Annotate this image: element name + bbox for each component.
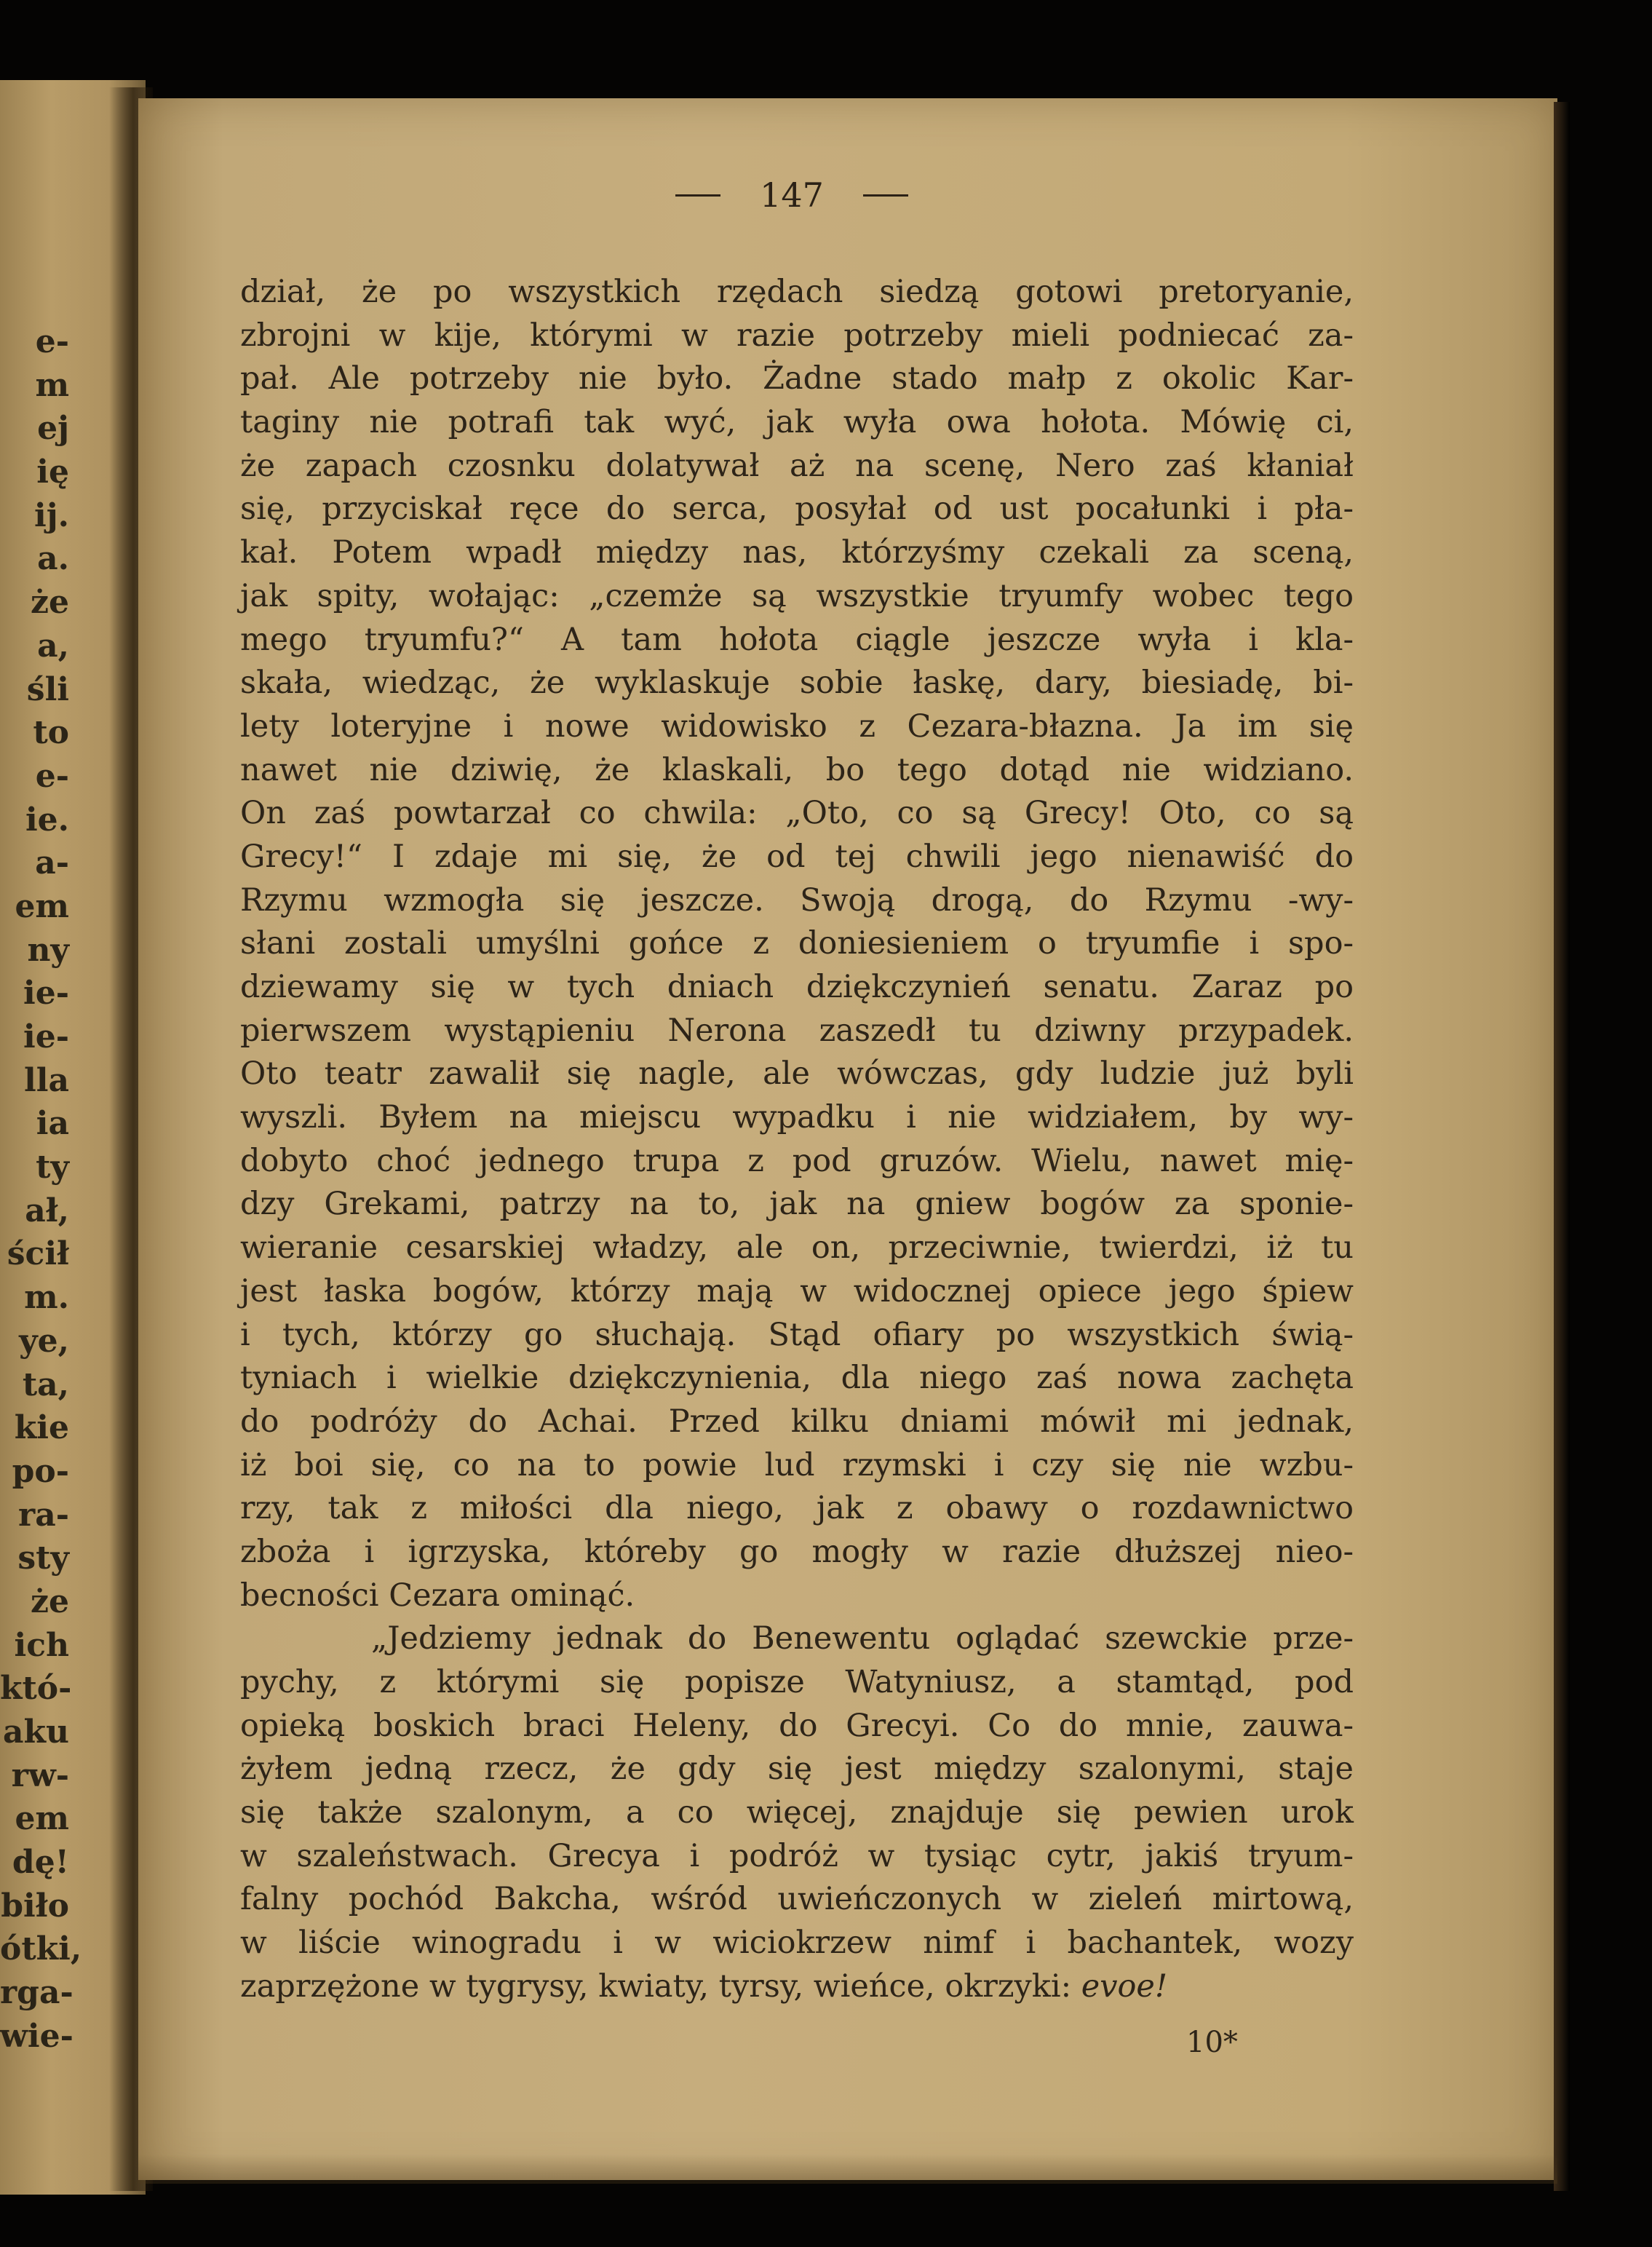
text-line: się, przyciskał ręce do serca, posyłał od ust pocałunki i pła- [240,491,1354,528]
text-line: dobyto choć jednego trupa z pod gruzów. Wielu, nawet mię- [240,1142,1354,1179]
previous-page-fragment: ię [36,453,69,491]
previous-page-fragment: po- [12,1452,69,1490]
page-right-edge [1554,102,1570,2191]
text-line: Grecy!“ I zdaje mi się, że od tej chwili jego nienawiść do [240,838,1354,875]
text-line: jak spity, wołając: „czemże są wszystkie tryumfy wobec tego [240,577,1354,614]
previous-page-fragment: biło [1,1887,69,1925]
previous-page-text-fragments [0,320,82,2058]
text-line: w liście winogradu i w wiciokrzew nimf i bachantek, wozy [240,1925,1354,1962]
text-line: rzy, tak z miłości dla niego, jak z obawy o rozdawnictwo [240,1490,1354,1527]
previous-page-fragment: sty [17,1539,69,1577]
text-line: pał. Ale potrzeby nie było. Żadne stado małp z okolic Kar- [240,360,1354,397]
previous-page-fragment: ich [14,1626,69,1664]
text-line: zboża i igrzyska, któreby go mogły w razie dłuższej nieo- [240,1533,1354,1570]
text-line: skała, wiedząc, że wyklaskuje sobie łaskę, dary, biesiadę, bi- [240,665,1354,702]
text-line: lety loteryjne i nowe widowisko z Cezara-błazna. Ja im się [240,708,1354,745]
previous-page-fragment: lla [24,1061,69,1099]
page-header [675,173,908,217]
previous-page-fragment: e- [35,757,69,795]
page-bottom-shade [138,2155,1557,2184]
text-line: że zapach czosnku dolatywał aż na scenę, Nero zaś kłaniał [240,447,1354,484]
previous-page-fragment: wie- [0,2017,74,2055]
previous-page-fragment: aku [3,1713,69,1751]
header-dash-right [863,194,908,197]
previous-page-fragment: ścił [7,1235,69,1273]
text-line: wyszli. Byłem na miejscu wypadku i nie widziałem, by wy- [240,1099,1354,1136]
text-line: nawet nie dziwię, że klaskali, bo tego dotąd nie widziano. [240,751,1354,788]
previous-page-fragment: ej [37,410,69,448]
previous-page-fragment: ia [36,1105,69,1143]
previous-page-fragment: rw- [11,1756,69,1794]
previous-page-fragment: ta, [22,1366,69,1403]
text-line: dziewamy się w tych dniach dziękczynień senatu. Zaraz po [240,969,1354,1005]
text-line: do podróży do Achai. Przed kilku dniami mówił mi jednak, [240,1403,1354,1440]
body-text [240,271,1354,2009]
text-line: becności Cezara ominąć. [240,1577,635,1614]
previous-page-fragment: e- [35,323,69,360]
previous-page-fragment: em [15,887,69,925]
previous-page-fragment: rga- [0,1974,74,2012]
text-line: „Jedziemy jednak do Benewentu oglądać szewckie prze- [371,1620,1354,1657]
text-line: mego tryumfu?“ A tam hołota ciągle jeszcze wyła i kla- [240,621,1354,658]
previous-page-fragment: ij. [34,496,69,534]
previous-page-fragment: m. [24,1279,69,1317]
text-line: kał. Potem wpadł między nas, którzyśmy czekali za sceną, [240,534,1354,571]
previous-page-fragment: ie- [23,1018,69,1055]
previous-page-fragment: a. [37,540,69,578]
text-line: dział, że po wszystkich rzędach siedzą gotowi pretoryanie, [240,274,1354,310]
text-line: zbrojni w kije, którymi w razie potrzeby mieli podniecać za- [240,317,1354,354]
previous-page-fragment: ie. [25,801,69,839]
previous-page-fragment: kie [14,1409,69,1447]
text-line: taginy nie potrafi tak wyć, jak wyła owa hołota. Mówię ci, [240,404,1354,441]
previous-page-fragment: ty [36,1149,69,1186]
text-line: zaprzężone w tygrysy, kwiaty, tyrsy, wieńce, okrzyki: evoe! [240,1967,1168,2005]
previous-page-fragment: któ- [0,1670,72,1708]
italic-exclamation: evoe! [1081,1967,1168,2005]
text-line: On zaś powtarzał co chwila: „Oto, co są Grecy! Oto, co są [240,795,1354,832]
previous-page-fragment: a- [35,844,69,882]
page-number: 147 [760,175,824,215]
text-line: dzy Grekami, patrzy na to, jak na gniew bogów za sponie- [240,1186,1354,1223]
printer-signature-mark: 10* [1186,2026,1238,2059]
previous-page-fragment: to [33,714,69,752]
previous-page-fragment: że [31,1582,69,1620]
previous-page-fragment: ra- [18,1496,69,1534]
previous-page-fragment: ótki, [0,1930,82,1968]
previous-page-fragment: ał, [25,1192,69,1229]
text-line: jest łaska bogów, którzy mają w widocznej opiece jego śpiew [240,1272,1354,1309]
text-line: pierwszem wystąpieniu Nerona zaszedł tu dziwny przypadek. [240,1012,1354,1049]
previous-page-fragment: ny [27,931,69,969]
text-line: pychy, z którymi się popisze Watyniusz, a stamtąd, pod [240,1664,1354,1700]
text-line: żyłem jedną rzecz, że gdy się jest między szalonymi, staje [240,1751,1354,1788]
text-line: w szaleństwach. Grecya i podróż w tysiąc cytr, jakiś tryum- [240,1837,1354,1874]
text-line: Oto teatr zawalił się nagle, ale wówczas, gdy ludzie już byli [240,1055,1354,1093]
text-line: i tych, którzy go słuchają. Stąd ofiary po wszystkich świą- [240,1316,1354,1353]
text-line: tyniach i wielkie dziękczynienia, dla niego zaś nowa zachęta [240,1360,1354,1397]
previous-page-fragment: em [15,1800,69,1838]
text-line: Rzymu wzmogła się jeszcze. Swoją drogą, do Rzymu -wy- [240,881,1354,919]
previous-page-fragment: a, [37,627,69,665]
text-line: falny pochód Bakcha, wśród uwieńczonych w zieleń mirtową, [240,1881,1354,1918]
text-line: słani zostali umyślni gońce z doniesieniem o tryumfie i spo- [240,925,1354,962]
text-line: wieranie cesarskiej władzy, ale on, przeciwnie, twierdzi, iż tu [240,1229,1354,1267]
header-dash-left [675,194,720,197]
previous-page-fragment: że [31,584,69,622]
previous-page-fragment: ye, [19,1322,69,1360]
previous-page-fragment: m [35,366,69,404]
text-line: opieką boskich braci Heleny, do Grecyi. Co do mnie, zauwa- [240,1707,1354,1744]
previous-page-fragment: dę! [12,1844,69,1882]
text-line: się także szalonym, a co więcej, znajduje się pewien urok [240,1794,1354,1831]
previous-page-fragment: śli [26,670,69,708]
text-line: iż boi się, co na to powie lud rzymski i czy się nie wzbu- [240,1446,1354,1483]
previous-page-fragment: ie- [23,975,69,1012]
